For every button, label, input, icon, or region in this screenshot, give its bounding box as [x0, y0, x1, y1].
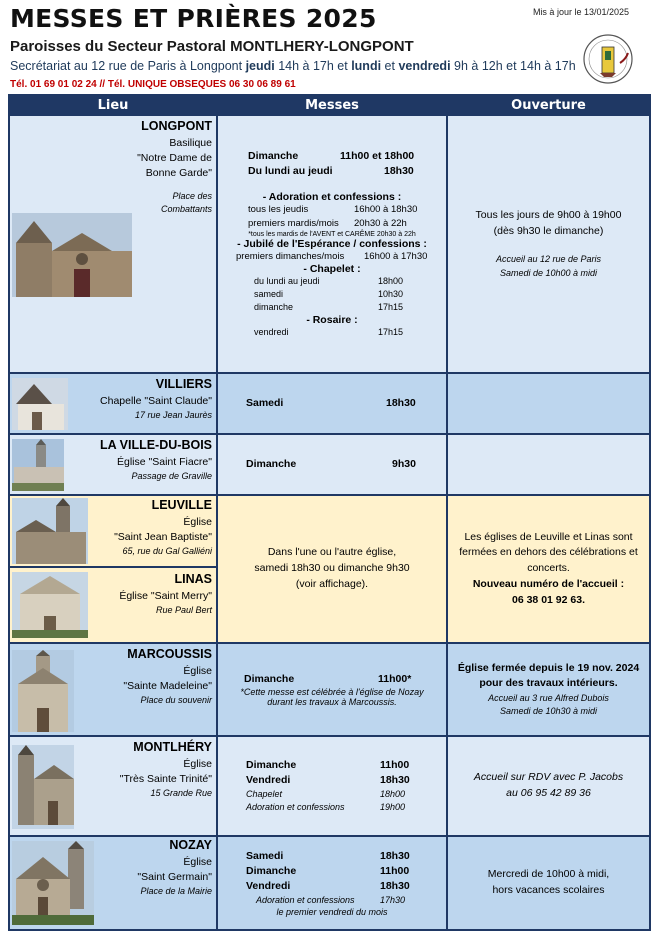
- closure-notice: Église fermée depuis le 19 nov. 2024: [457, 662, 640, 675]
- section-title: - Adoration et confessions :: [262, 190, 402, 203]
- church-name: "Saint Jean Baptiste": [114, 530, 212, 543]
- section-title: - Jubilé de l'Espérance / confessions :: [237, 237, 427, 250]
- mass-time: Samedi 18h30: [246, 849, 410, 862]
- church-photo: [12, 841, 94, 925]
- schedule-item: tous les jeudis 16h00 à 18h30: [248, 203, 418, 215]
- note: *tous les mardis de l'AVENT et CARÊME 20h30 à 22h: [248, 230, 416, 238]
- phone-line: Tél. 01 69 01 02 24 // Tél. UNIQUE OBSEQUES 06 30 06 89 61: [10, 79, 296, 90]
- col-header-lieu: Lieu: [9, 95, 217, 115]
- church-name: "Très Sainte Trinité": [119, 772, 212, 785]
- ouverture-cell-montlhery: [447, 736, 650, 836]
- messes-cell-montlhery: [217, 736, 447, 836]
- col-header-ouverture: Ouverture: [447, 95, 650, 115]
- address: Passage de Graville: [131, 470, 212, 481]
- ouverture-cell-marcoussis: [447, 643, 650, 736]
- schedule-item: du lundi au jeudi 18h00: [254, 276, 404, 287]
- schedule-item: dimanche 17h15: [254, 302, 404, 313]
- schedule-item: samedi 10h30: [254, 289, 404, 300]
- mass-schedule-table: [8, 94, 651, 931]
- messes-cell-leuville-linas: [217, 495, 447, 643]
- schedule-item: Adoration et confessions 17h30: [256, 895, 406, 906]
- address: 17 rue Jean Jaurès: [134, 409, 212, 420]
- town-name: VILLIERS: [155, 377, 212, 391]
- schedule-item: vendredi 17h15: [254, 327, 404, 338]
- table-row: [9, 373, 650, 434]
- opening-hours: fermées en dehors des célébrations et: [459, 546, 638, 559]
- lieu-cell-montlhery: [9, 736, 217, 836]
- col-header-messes: Messes: [217, 95, 447, 115]
- church-type: Église: [183, 757, 212, 770]
- address: Place du souvenir: [140, 694, 212, 705]
- mass-info: (voir affichage).: [295, 577, 369, 590]
- church-type: Église: [183, 855, 212, 868]
- church-name: "Notre Dame de: [137, 151, 212, 164]
- reception-info: Accueil au 12 rue de Paris: [495, 254, 602, 265]
- address: 65, rue du Gal Galliéni: [122, 545, 212, 556]
- church-name: Église "Saint Merry": [119, 589, 212, 602]
- table-row: [9, 836, 650, 930]
- town-name: LINAS: [174, 572, 212, 586]
- messes-cell-marcoussis: [217, 643, 447, 736]
- schedule-item: premiers dimanches/mois 16h00 à 17h30: [236, 250, 428, 262]
- update-note: Mis à jour le 13/01/2025: [532, 7, 629, 17]
- town-name: LEUVILLE: [151, 498, 212, 512]
- mass-time: Samedi 18h30: [246, 396, 416, 409]
- address: Place des: [172, 191, 212, 202]
- church-photo: [12, 745, 74, 829]
- lieu-cell-longpont: [9, 115, 217, 373]
- opening-hours: concerts.: [527, 562, 570, 575]
- address: Rue Paul Bert: [155, 604, 212, 615]
- lieu-cell-marcoussis: [9, 643, 217, 736]
- subtitle: Paroisses du Secteur Pastoral MONTLHERY-LONGPONT: [10, 38, 414, 55]
- mass-time: Du lundi au jeudi 18h30: [248, 164, 414, 177]
- mass-time: Dimanche 11h00*: [244, 672, 412, 685]
- mass-time: Dimanche 11h00 et 18h00: [248, 149, 415, 162]
- church-name: "Saint Germain": [137, 870, 212, 883]
- church-name: Église "Saint Fiacre": [117, 455, 212, 468]
- lieu-cell-leuville: [9, 495, 217, 567]
- messes-cell-ville-du-bois: [217, 434, 447, 495]
- sector-logo: [582, 33, 634, 85]
- reception-phone: au 06 95 42 89 36: [506, 787, 591, 799]
- schedule-item: Adoration et confessions 19h00: [246, 802, 406, 813]
- opening-hours: Tous les jours de 9h00 à 19h00: [475, 208, 622, 221]
- basilica-photo: [12, 213, 132, 297]
- reception-phone: 06 38 01 92 63.: [512, 593, 585, 606]
- church-type: Basilique: [169, 136, 212, 149]
- ouverture-cell-villiers: [447, 373, 650, 434]
- reception-info: Nouveau numéro de l'accueil :: [472, 577, 625, 590]
- ouverture-cell-ville-du-bois: [447, 434, 650, 495]
- opening-hours: (dès 9h30 le dimanche): [493, 224, 604, 237]
- address: Combattants: [160, 204, 212, 215]
- reception-info: Accueil au 3 rue Alfred Dubois: [488, 692, 609, 703]
- table-row: [9, 495, 650, 567]
- chapel-photo: [12, 378, 68, 430]
- mass-info: Dans l'une ou l'autre église,: [267, 546, 397, 559]
- opening-hours: hors vacances scolaires: [492, 884, 605, 896]
- reception-info: Samedi de 10h00 à midi: [499, 267, 598, 278]
- reception-info: Samedi de 10h30 à midi: [499, 705, 598, 716]
- ouverture-cell-longpont: [447, 115, 650, 373]
- note: *Cette messe est célébrée à l'église de Nozay: [240, 687, 424, 698]
- church-type: Église: [183, 515, 212, 528]
- lieu-cell-villiers: [9, 373, 217, 434]
- mass-info: samedi 18h30 ou dimanche 9h30: [254, 562, 410, 575]
- church-name: "Sainte Madeleine": [123, 679, 212, 692]
- mass-time: Dimanche 9h30: [246, 457, 416, 470]
- address: 15 Grande Rue: [150, 787, 212, 798]
- mass-time: Vendredi 18h30: [246, 880, 410, 893]
- schedule-item: Chapelet 18h00: [246, 789, 406, 800]
- schedule-item: premiers mardis/mois 20h30 à 22h: [248, 217, 407, 229]
- town-name: MONTLHÉRY: [133, 740, 212, 754]
- reception-info: Accueil sur RDV avec P. Jacobs: [473, 771, 624, 784]
- church-type: Église: [183, 664, 212, 677]
- secretariat-hours: Secrétariat au 12 rue de Paris à Longpont jeudi 14h à 17h et lundi et vendredi 9h à 12h et 14h à 17h: [10, 59, 576, 73]
- address: Place de la Mairie: [140, 885, 212, 896]
- ouverture-cell-nozay: [447, 836, 650, 930]
- section-title: - Chapelet :: [303, 263, 361, 276]
- church-name: Bonne Garde": [145, 166, 212, 179]
- opening-hours: Les églises de Leuville et Linas sont: [464, 530, 633, 543]
- messes-cell-nozay: [217, 836, 447, 930]
- table-row: [9, 115, 650, 373]
- lieu-cell-linas: [9, 567, 217, 643]
- church-name: Chapelle "Saint Claude": [100, 394, 212, 407]
- church-photo: [12, 498, 88, 564]
- town-name: NOZAY: [169, 838, 212, 852]
- note: durant les travaux à Marcoussis.: [267, 697, 397, 708]
- mass-time: Dimanche 11h00: [246, 758, 410, 771]
- lieu-cell-ville-du-bois: [9, 434, 217, 495]
- messes-cell-villiers: [217, 373, 447, 434]
- church-photo: [12, 650, 74, 732]
- church-photo: [12, 439, 64, 491]
- section-title: - Rosaire :: [306, 314, 358, 327]
- table-row: [9, 736, 650, 836]
- town-name: LONGPONT: [141, 119, 212, 133]
- lieu-cell-nozay: [9, 836, 217, 930]
- ouverture-cell-leuville-linas: [447, 495, 650, 643]
- mass-time: Vendredi 18h30: [246, 773, 410, 786]
- opening-hours: Mercredi de 10h00 à midi,: [487, 868, 610, 881]
- church-photo: [12, 572, 88, 638]
- messes-cell-longpont: [217, 115, 447, 373]
- mass-time: Dimanche 11h00: [246, 864, 410, 877]
- table-row: [9, 434, 650, 495]
- note: le premier vendredi du mois: [276, 907, 388, 918]
- page-title: MESSES ET PRIÈRES 2025: [10, 4, 377, 33]
- closure-notice: pour des travaux intérieurs.: [479, 677, 618, 690]
- table-row: [9, 643, 650, 736]
- town-name: MARCOUSSIS: [127, 647, 212, 661]
- town-name: LA VILLE-DU-BOIS: [99, 438, 212, 452]
